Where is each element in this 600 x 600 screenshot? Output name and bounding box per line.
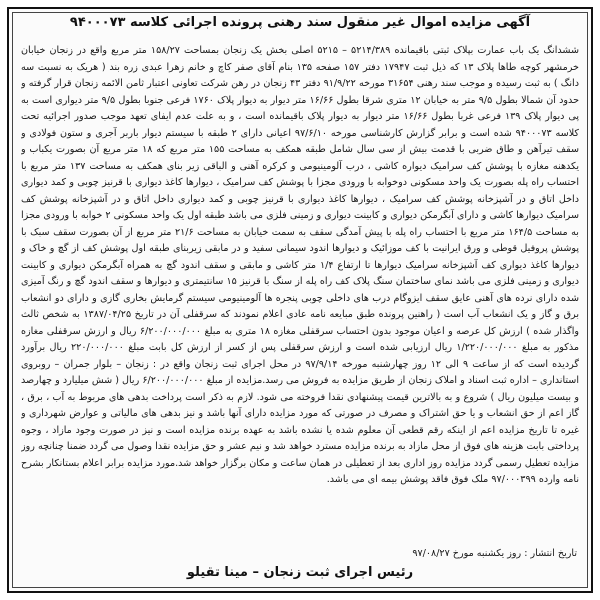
notice-frame — [7, 7, 593, 593]
notice-title: آگهی مزایده اموال غیر منقول سند رهنی پرونده اجرائی کلاسه ۹۴۰۰۰۷۳ — [69, 15, 531, 30]
notice-body: ششدانگ یک باب عمارت بپلاک ثبتی باقیمانده ۵۲۱۴/۳۸۹ – ۵۲۱۵ اصلی بخش یک زنجان بمساحت ۱۵۸/۲۷ متر مربع واقع در زنجان خیابان خرمشهر کوچه طاها پلاک ۱۳ که ذیل ثبت ۱۷۹۴۷ دفتر ۱۵۷ صفحه ۱۳۵ بنام آقای صفر کاچ و خانم زهرا عبدی زره بند ( هریک به نسبت سه دانگ ) به ثبت رسیده و موجب سند رهنی ۳۱۶۵۴ مورخه ۹۱/۹/۲۲ دفتر ۴۳ زنجان در رهن شرکت تعاونی اعتبار ثامن الائمه زنجان قرار گرفته و حدود آن شمالا بطول ۹/۵ متر به خیابان ۱۲ متری شرقا بطول ۱۶/۶۶ متر دیوار به دیوار پلاک ۱۷۶۰ فرعی جنوبا بطول ۹/۵ متر دیواری است به پی دیوار پلاک ۱۳۹ فرعی غربا بطول ۱۶/۶۶ متر دیوار به دیوار پلاک باقیمانده است ، و به علت عدم ایفای تعهد موجب صدور اجرائیه تحت کلاسه ۹۴۰۰۰۷۳ شده است و برابر گزارش کارشناسی مورخه ۹۷/۶/۱۰ اعیانی دارای ۲ طبقه با سیستم دیوار باربر آجری و ستون فولادی و سقف تیرآهن و طاق ضربی با قدمت بیش از سی سال شامل طبقه همکف به مساحت ۱۵۵ متر مربع که ۱۸ متر مربع آن بصورت یکباب و یکدهنه مغازه با پوشش کف سرامیک دیواره کاشی ، درب آلومینیومی و کرکره آهنی و الباقی زیر بنای همکف به مساحت ۱۳۷ متر مربع با احتساب راه پله بصورت یک واحد مسکونی دوخوابه با ورودی مجزا با پوشش کف سرامیک ، دیوارها کاغذ دیواری با قرنیز چوبی و کمد دیواری داخل اتاق و در آشپزخانه پوشش کف سرامیک ، دیوارها کاغذ دیواری با قرنیز چوبی و کمد دیواری داخل اتاق و در آشپزخانه پوشش کف سرامیک دیوارها کاشی و دارای آبگرمکن دیواری و کابینت دیواری و زمینی فلزی می باشد طبقه اول یک واحد مسکونی ۲ خوابه با ورودی مجزا به مساحت ۱۶۴/۵ متر مربع با احتساب راه پله با پیش آمدگی سقف به سمت خیابان به مساحت ۲۱/۶ متر مربع از آن بصورت سقف سبک با پوشش پروفیل قوطی و ورق ایرانیت با کف موزائیک و دیوارها اندود سیمانی سفید و در مابقی زیربنای طبقه اول پوشش کف از گچ و خاک و دیوارها کاغذ دیواری کف آشپزخانه سرامیک دیوارها تا ارتفاع ۱/۴ متر کاشی و مابقی و سقف اندود گچ به همراه آبگرمکن دیواری و کابینت دیواری و زمینی فلزی می باشد نمای ساختمان سنگ پلاک کف راه پله از سنگ با قرنیز ۱۵ سانتیمتری و دیوارها و سقف اندود گچ و رنگ آمیزی شده دارای نرده های آهنی عایق سقف ایزوگام درب های داخلی چوبی پنجره ها آلومینیومی سیستم گرمایش بخاری گازی و دارای دو انشعاب برق و گاز و یک انشعاب آب است ( راهنین پرونده طبق مبایعه نامه عادی اعلام نمودند که سرقفلی آن در تاریخ ۱۳۸۷/۰۴/۲۵ به شخص ثالث واگذار شده ) ارزش کل عرصه و اعیان موجود بدون احتساب سرقفلی مغازه ۱۸ متری به مبلغ ۶/۲۰۰/۰۰۰/۰۰۰ ریال و ارزش سرقفلی مغازه مذکور به مبلغ ۱/۲۲۰/۰۰۰/۰۰۰ ریال ارزیابی شده است و ارزش سرقفلی پس از کسر از ارزش کل بابت مبلغ ۲۲۰/۰۰۰/۰۰۰ ریال برآورد گردیده است که از ساعت ۹ الی ۱۲ روز چهارشنبه مورخه ۹۷/۹/۱۴ در محل اجرای ثبت زنجان واقع در : زنجان – بلوار جمران – روبروی استانداری – اداره ثبت اسناد و املاک زنجان از طریق مزایده به فروش می رسد.مزایده از مبلغ ۶/۲۰۰/۰۰۰/۰۰۰ ریال ( شش میلیارد و چهارصد و بیست میلیون ریال ) شروع و به بالاترین قیمت پیشنهادی نقدا فروخته می شود. لازم به ذکر است پرداخت بدهی های مربوط به آب ، برق ، گاز اعم از حق انشعاب و یا حق اشتراک و مصرف در صورتی که مورد مزایده دارای آنها باشد و نیز بدهی های مالیاتی و عوارض شهرداری و غیره تا تاریخ مزایده اعم از اینکه رقم قطعی آن معلوم شده یا نشده باشد به عهده برنده مزایده است و نیز در صورت وجود مازاد ، وجوه پرداختی بابت هزینه های فوق از محل مازاد به برنده مزایده مسترد خواهد شد و نیم عشر و حق مزایده نقدا وصول می گردد ضمنا چنانچه روز مزایده تعطیل رسمی گردد مزایده روز اداری بعد از تعطیلی در همان ساعت و مکان برگزار خواهد شد.مورد مزایده برابر اعلام بستانکار بشرح نامه وارده ۹۷/۰۰۰۳۹۹ ملک فوق فاقد پوشش بیمه ای می باشد. — [21, 45, 579, 485]
signature-line: رئیس اجرای ثبت زنجان – مینا تقیلو — [186, 565, 414, 580]
publication-date: تاریخ انتشار : روز یکشنبه مورخ ۹۷/۰۸/۲۷ — [412, 548, 577, 559]
